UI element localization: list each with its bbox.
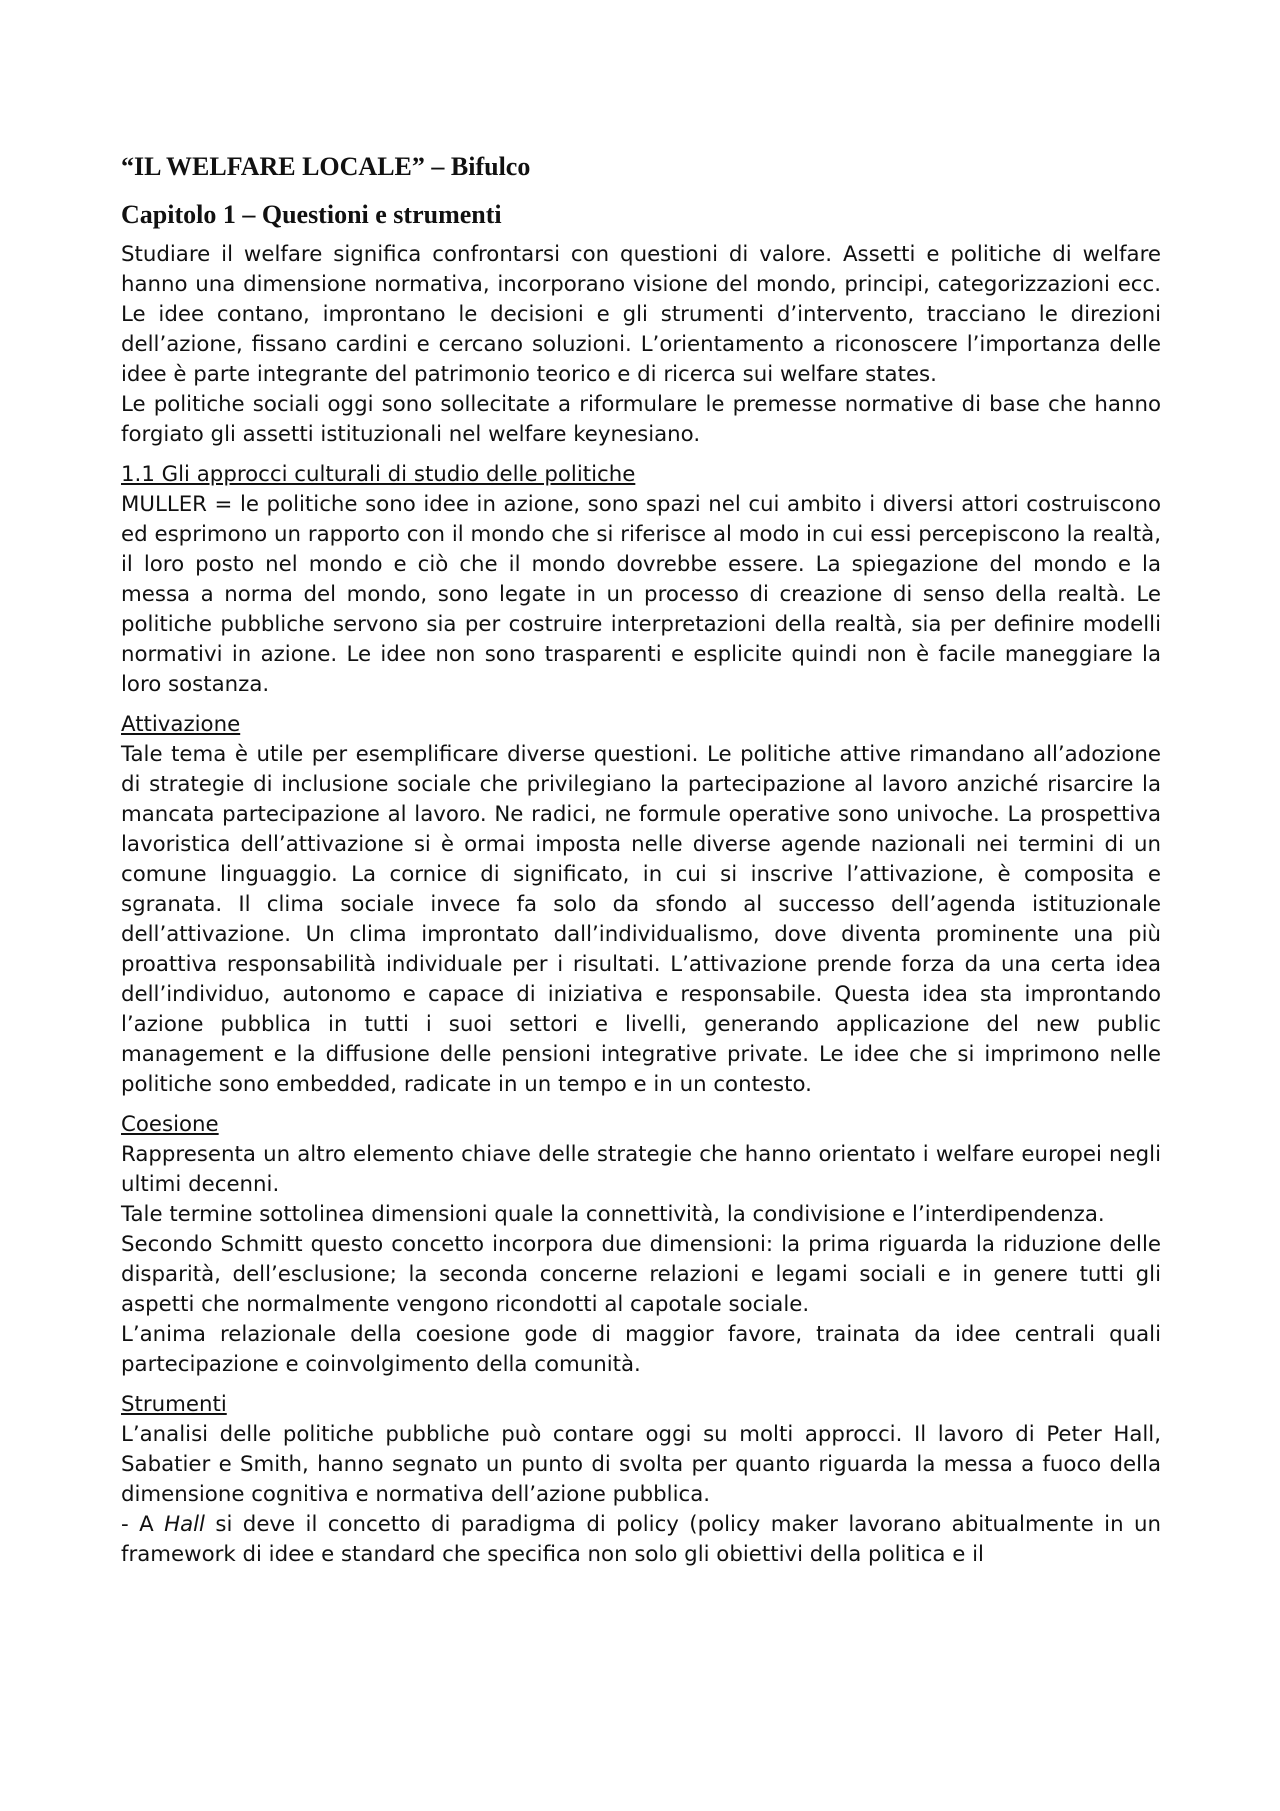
section-heading: 1.1 Gli approcci culturali di studio delle politiche xyxy=(121,462,636,487)
section-attivazione xyxy=(121,710,1161,1100)
section-heading: Coesione xyxy=(121,1112,219,1137)
section-heading: Strumenti xyxy=(121,1392,227,1417)
section-heading: Attivazione xyxy=(121,712,241,737)
intro-paragraph: Le politiche sociali oggi sono sollecitate a riformulare le premesse normative di base che hanno forgiato gli assetti istituzionali nel welfare keynesiano. xyxy=(121,392,1161,447)
section-coesione xyxy=(121,1110,1161,1380)
paragraph-rest: si deve il concetto di paradigma di policy (policy maker lavorano abitualmente in un framework di idee e standard che specifica non solo gli obiettivi della politica e il xyxy=(121,1512,1161,1567)
list-prefix: - A xyxy=(121,1512,165,1537)
section-paragraph: Tale termine sottolinea dimensioni quale la connettività, la condivisione e l’interdipendenza. xyxy=(121,1202,1105,1227)
document-title: “IL WELFARE LOCALE” – Bifulco xyxy=(121,152,531,181)
section-paragraph: Secondo Schmitt questo concetto incorpora due dimensioni: la prima riguarda la riduzione delle disparità, dell’esclusione; la seconda concerne relazioni e legami sociali e in genere tutti gli aspetti che normalmente vengono ricondotti al capotale sociale. xyxy=(121,1232,1161,1317)
document-body xyxy=(121,150,1161,1570)
section-paragraph: L’analisi delle politiche pubbliche può contare oggi su molti approcci. Il lavoro di Peter Hall, Sabatier e Smith, hanno segnato un punto di svolta per quanto riguarda la messa a fuoco della dimensione cognitiva e normativa dell’azione pubblica. xyxy=(121,1422,1161,1507)
section-approcci xyxy=(121,460,1161,700)
section-strumenti xyxy=(121,1390,1161,1570)
section-paragraph: Rappresenta un altro elemento chiave delle strategie che hanno orientato i welfare europei negli ultimi decenni. xyxy=(121,1142,1161,1197)
chapter-title: Capitolo 1 – Questioni e strumenti xyxy=(121,200,502,229)
section-paragraph-hall xyxy=(121,1510,1161,1570)
author-name: Hall xyxy=(164,1512,205,1537)
section-paragraph: L’anima relazionale della coesione gode di maggior favore, trainata da idee centrali quali partecipazione e coinvolgimento della comunità. xyxy=(121,1322,1161,1377)
section-paragraph: Tale tema è utile per esemplificare diverse questioni. Le politiche attive rimandano all’adozione di strategie di inclusione sociale che privilegiano la partecipazione al lavoro anziché risarcire la mancata partecipazione al lavoro. Ne radici, ne formule operative sono univoche. La prospettiva lavoristica dell’attivazione si è ormai imposta nelle diverse agende nazionali nei termini di un comune linguaggio. La cornice di significato, in cui si inscrive l’attivazione, è composita e sgranata. Il clima sociale invece fa solo da sfondo al successo dell’agenda istituzionale dell’attivazione. Un clima improntato dall’individualismo, dove diventa prominente una più proattiva responsabilità individuale per i risultati. L’attivazione prende forza da una certa idea dell’individuo, autonomo e capace di iniziativa e responsabile. Questa idea sta improntando l’azione pubblica in tutti i suoi settori e livelli, generando applicazione del new public management e la diffusione delle pensioni integrative private. Le idee che si imprimono nelle politiche sono embedded, radicate in un tempo e in un contesto. xyxy=(121,742,1161,1097)
section-paragraph: MULLER = le politiche sono idee in azione, sono spazi nel cui ambito i diversi attori costruiscono ed esprimono un rapporto con il mondo che si riferisce al modo in cui essi percepiscono la realtà, il loro posto nel mondo e ciò che il mondo dovrebbe essere. La spiegazione del mondo e la messa a norma del mondo, sono legate in un processo di creazione di senso della realtà. Le politiche pubbliche servono sia per costruire interpretazioni della realtà, sia per definire modelli normativi in azione. Le idee non sono trasparenti e esplicite quindi non è facile maneggiare la loro sostanza. xyxy=(121,492,1161,697)
intro-paragraph: Studiare il welfare significa confrontarsi con questioni di valore. Assetti e politiche di welfare hanno una dimensione normativa, incorporano visione del mondo, principi, categorizzazioni ecc. Le idee contano, improntano le decisioni e gli strumenti d’intervento, tracciano le direzioni dell’azione, fissano cardini e cercano soluzioni. L’orientamento a riconoscere l’importanza delle idee è parte integrante del patrimonio teorico e di ricerca sui welfare states. xyxy=(121,242,1161,387)
